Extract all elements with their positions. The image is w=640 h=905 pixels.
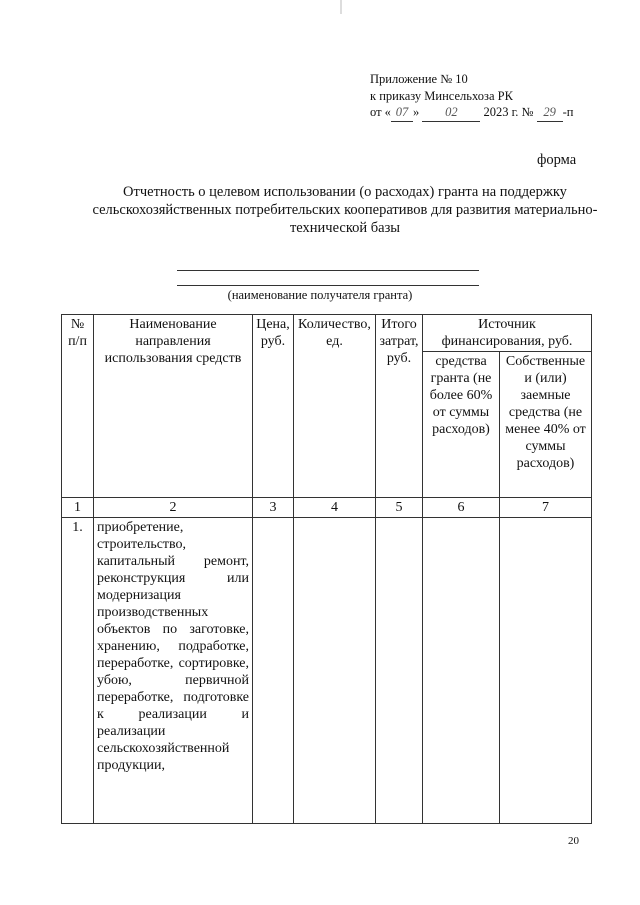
row-own <box>500 518 592 824</box>
col-num-2: 2 <box>94 498 253 518</box>
column-number-row <box>62 498 592 518</box>
report-table <box>61 314 592 824</box>
appendix-order: к приказу Минсельхоза РК <box>370 88 513 103</box>
col-num-4: 4 <box>294 498 376 518</box>
date-prefix: от « <box>370 105 391 119</box>
header-total: Итого затрат, руб. <box>376 315 423 498</box>
date-mid: » <box>412 105 420 119</box>
form-label: форма <box>537 152 577 168</box>
header-source: Источник финансирования, руб. <box>423 315 592 352</box>
row-num: 1. <box>62 518 94 824</box>
order-number: 29 <box>537 104 563 122</box>
header-own: Собственные и (или) заемные средства (не менее 40% от суммы расходов) <box>500 352 592 498</box>
order-suffix: -п <box>562 105 574 119</box>
document-title: Отчетность о целевом использовании (о расходах) гранта на поддержку сельскохозяйственных потребительских кооперативов для развития материально-технической базы <box>92 184 598 236</box>
header-qty: Количество, ед. <box>294 315 376 498</box>
col-num-6: 6 <box>423 498 500 518</box>
recipient-line-1 <box>177 270 479 271</box>
row-price <box>253 518 294 824</box>
date-day: 07 <box>391 104 413 122</box>
appendix-number: Приложение № 10 <box>370 72 468 86</box>
header-num: № п/п <box>62 315 94 498</box>
date-month: 02 <box>422 104 480 122</box>
scan-mark <box>340 0 342 14</box>
header-price: Цена, руб. <box>253 315 294 498</box>
header-name: Наименование направления использования средств <box>94 315 253 498</box>
row-description: приобретение, строительство, капитальный ремонт, реконструкция или модернизация производственных объектов по заготовке, хранению, подработке, переработке, сортировке, убою, первичной переработке, подготовке к реализации и реализации сельскохозяйственной продукции, <box>94 518 253 824</box>
col-num-5: 5 <box>376 498 423 518</box>
appendix-block <box>370 71 573 122</box>
appendix-date <box>370 104 573 122</box>
page-number: 20 <box>568 835 579 847</box>
row-grant <box>423 518 500 824</box>
col-num-1: 1 <box>62 498 94 518</box>
table-row <box>62 518 592 824</box>
date-year: 2023 г. № <box>483 105 534 119</box>
recipient-caption: (наименование получателя гранта) <box>227 288 413 302</box>
header-grant: средства гранта (не более 60% от суммы расходов) <box>423 352 500 498</box>
row-total <box>376 518 423 824</box>
row-qty <box>294 518 376 824</box>
col-num-7: 7 <box>500 498 592 518</box>
col-num-3: 3 <box>253 498 294 518</box>
recipient-line-2 <box>177 285 479 286</box>
header-row-1 <box>62 315 592 352</box>
